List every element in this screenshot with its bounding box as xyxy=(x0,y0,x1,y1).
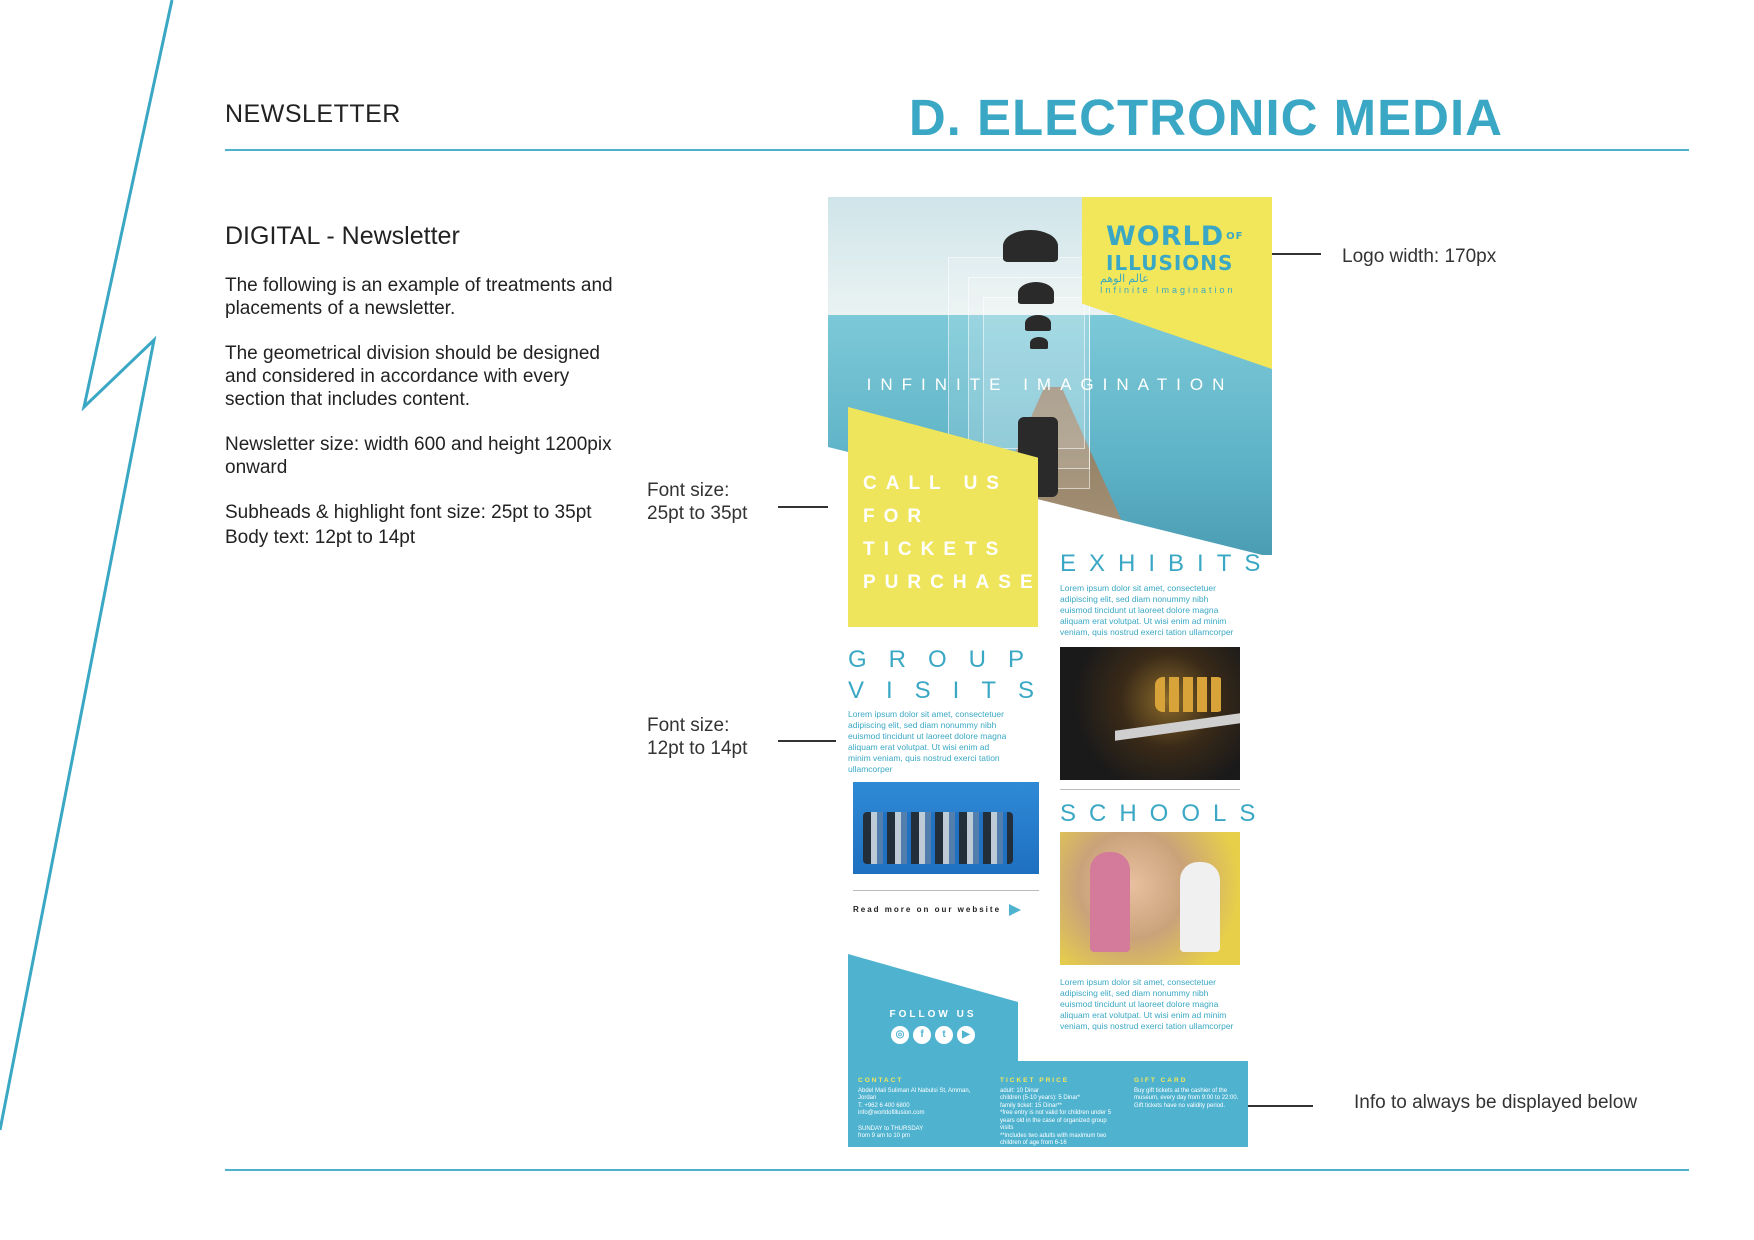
group-visits-photo xyxy=(853,782,1039,874)
annotation-info: Info to always be displayed below xyxy=(1354,1092,1638,1113)
footer-line: info@worldofillusion.com xyxy=(858,1110,925,1116)
footer-line: SUNDAY to THURSDAY xyxy=(858,1125,924,1132)
footer-contact xyxy=(858,1077,988,1141)
social-icons xyxy=(858,1024,1008,1044)
cta-line: FOR xyxy=(863,506,931,527)
intro-paragraph: Body text: 12pt to 14pt xyxy=(225,527,416,548)
arrow-icon xyxy=(1009,904,1021,916)
logo-word-illusions: ILLUSIONS xyxy=(1106,251,1234,275)
group-heading-line: GROUP xyxy=(848,646,1047,673)
annotation-font-size-body xyxy=(647,714,747,760)
intro-paragraph: The geometrical division should be designed and considered in accordance with every section that includes content. xyxy=(225,343,600,410)
follow-block xyxy=(858,1009,1008,1044)
intro-paragraph: Newsletter size: width 600 and height 1200pix onward xyxy=(225,434,612,478)
header-divider xyxy=(225,149,1689,151)
annotation-value: 12pt to 14pt xyxy=(647,738,748,759)
kid-figure xyxy=(1180,862,1220,952)
footer-heading: TICKET PRICE xyxy=(1000,1077,1070,1084)
intro-title: DIGITAL - Newsletter xyxy=(225,222,460,250)
schools-heading: SCHOOLS xyxy=(1060,800,1269,827)
footer-line: *free entry is not valid for children under 5 years old in the case of organized group visits xyxy=(1000,1110,1112,1131)
schools-body: Lorem ipsum dolor sit amet, consectetuer adipiscing elit, sed diam nonummy nibh euismod tincidunt ut laoreet dolore magna aliquam erat volutpat. Ut wisi enim ad minim veniam, quis nostrud exerci tation ullamcorper xyxy=(1060,977,1234,1031)
instagram-icon[interactable]: ◎ xyxy=(891,1026,909,1044)
read-more-link[interactable] xyxy=(853,904,1021,916)
cta-line: PURCHASE xyxy=(863,572,1042,593)
chapter-title: D. ELECTRONIC MEDIA xyxy=(908,89,1503,146)
footer-line: Abdel Mali Suliman Al Nabulsi St, Amman, Jordan xyxy=(858,1087,971,1101)
footer-line: **includes two adults with maximum two children of age from 6-16 xyxy=(1000,1132,1107,1146)
twitter-icon[interactable]: t xyxy=(935,1026,953,1044)
annotation-label: Font size: xyxy=(647,480,730,501)
facebook-icon[interactable]: f xyxy=(913,1026,931,1044)
group-visits-body: Lorem ipsum dolor sit amet, consectetuer adipiscing elit, sed diam nonummy nibh euismod tincidunt ut laoreet dolore magna aliquam erat volutpat. Ut wisi enim ad minim veniam, quis nostrud exerci tation ullamcorper xyxy=(848,709,1007,774)
hero-bowler-hat xyxy=(1003,230,1058,262)
logo xyxy=(1106,223,1244,277)
footer-heading: GIFT CARD xyxy=(1134,1077,1188,1084)
hero-bowler-hat xyxy=(1018,282,1054,304)
schools-photo xyxy=(1060,832,1240,965)
exhibit-display-table xyxy=(1115,713,1240,741)
footer-line: children (5-10 years): 5 Dinar* xyxy=(1000,1095,1081,1101)
footer-ticket-price xyxy=(1000,1077,1120,1148)
follow-label: FOLLOW US xyxy=(889,1009,977,1020)
cta-line: CALL US xyxy=(863,473,1008,494)
hero-tagline: INFINITE IMAGINATION xyxy=(866,375,1234,394)
logo-arabic: عالم الوهم xyxy=(1100,273,1149,285)
annotation-font-size-subheads xyxy=(647,479,747,525)
intro-paragraph: Subheads & highlight font size: 25pt to 35pt xyxy=(225,502,592,523)
footer-gift-card xyxy=(1134,1077,1240,1110)
cta-text[interactable] xyxy=(863,467,1043,599)
newsletter-footer xyxy=(848,1061,1248,1147)
footer-heading: CONTACT xyxy=(858,1077,904,1084)
footer-line: T. +962 6 400 6800 xyxy=(858,1102,910,1109)
footer-line: adult: 10 Dinar xyxy=(1000,1087,1040,1094)
section-label: NEWSLETTER xyxy=(225,100,401,128)
cta-line: TICKETS xyxy=(863,539,1008,560)
footer-line: family ticket: 15 Dinar** xyxy=(1000,1102,1063,1109)
annotation-logo-width: Logo width: 170px xyxy=(1342,246,1497,267)
logo-tagline: Infinite Imagination xyxy=(1100,285,1236,295)
logo-word-world: WORLD xyxy=(1106,221,1225,252)
exhibits-body: Lorem ipsum dolor sit amet, consectetuer adipiscing elit, sed diam nonummy nibh euismod tincidunt ut laoreet dolore magna aliquam erat volutpat. Ut wisi enim ad minim veniam, quis nostrud exerci tation ullamcorper xyxy=(1060,583,1234,637)
footer-line: from 9 am to 10 pm xyxy=(858,1133,911,1139)
kid-figure xyxy=(1090,852,1130,952)
annotation-label: Font size: xyxy=(647,715,730,736)
logo-word-of: OF xyxy=(1226,231,1244,242)
read-more-label: Read more on our website xyxy=(853,905,1002,915)
annotation-value: 25pt to 35pt xyxy=(647,503,748,524)
intro-text xyxy=(225,274,615,571)
footer-line: Buy gift tickets at the cashier of the museum, every day from 9:00 to 22:00. xyxy=(1134,1087,1239,1101)
intro-paragraph: The following is an example of treatments and placements of a newsletter. xyxy=(225,275,613,319)
exhibits-heading: EXHIBITS xyxy=(1060,550,1274,577)
divider xyxy=(1060,789,1240,790)
youtube-icon[interactable]: ▶ xyxy=(957,1026,975,1044)
divider xyxy=(853,890,1039,891)
footer-divider xyxy=(225,1169,1689,1171)
hero-bowler-hat xyxy=(1025,315,1051,331)
group-visits-heading xyxy=(848,644,1056,706)
lightning-decoration xyxy=(0,0,200,1240)
footer-line: Gift tickets have no validity period. xyxy=(1134,1102,1226,1109)
group-heading-line: VISITS xyxy=(848,677,1057,704)
hero-bowler-hat xyxy=(1030,337,1048,349)
exhibit-head-sculptures xyxy=(1155,677,1225,712)
newsletter-mockup xyxy=(828,197,1272,1149)
group-people xyxy=(863,812,1013,864)
exhibits-photo xyxy=(1060,647,1240,780)
